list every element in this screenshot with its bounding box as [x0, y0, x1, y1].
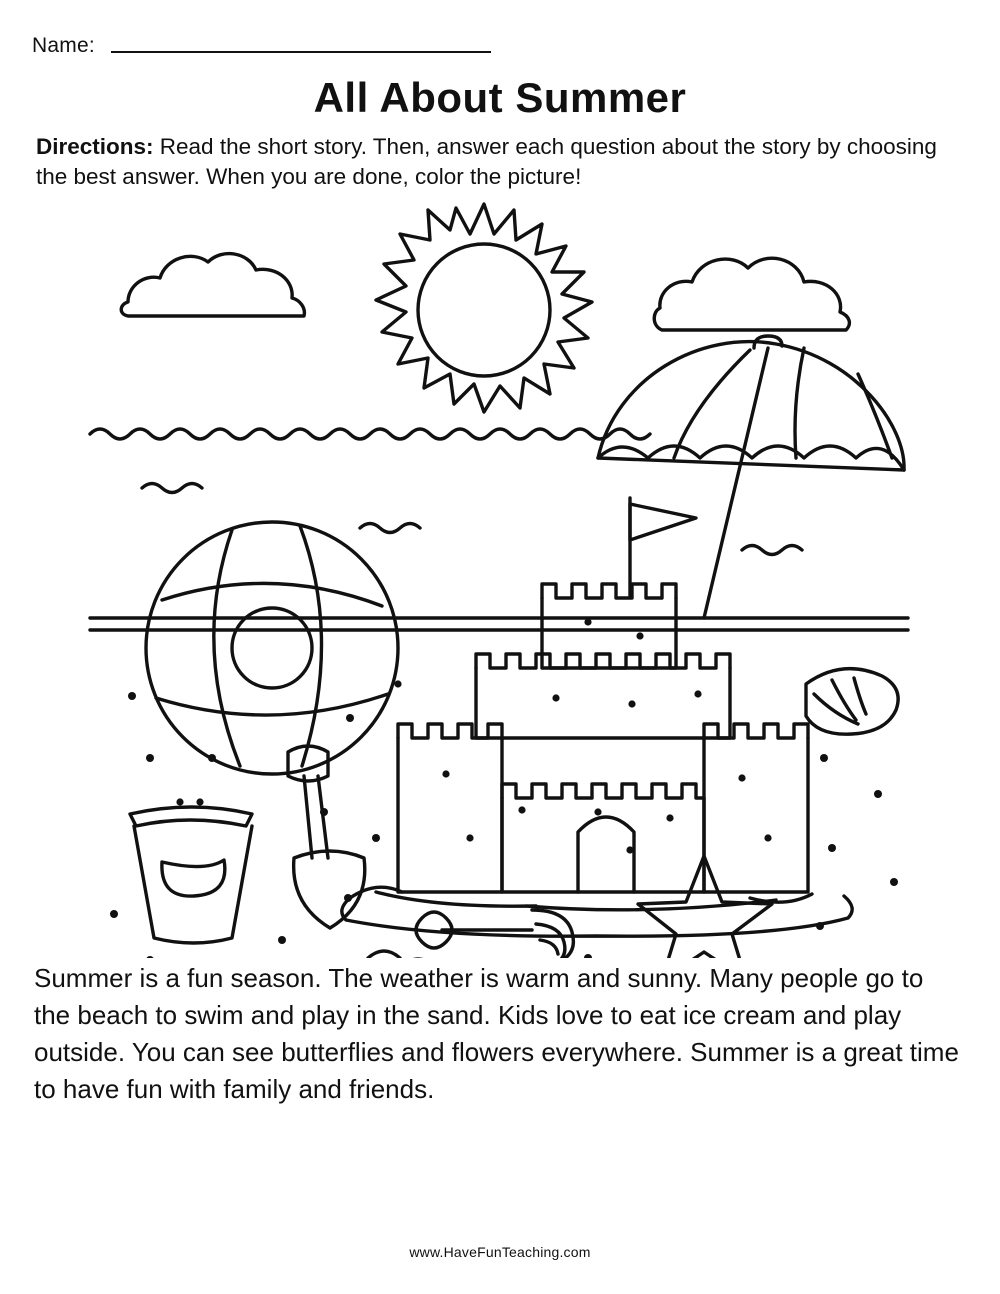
directions-text: Read the short story. Then, answer each question about the story by choosing the best answer. When you are done, color the picture! — [36, 134, 937, 189]
name-label: Name: — [32, 34, 95, 57]
name-row — [32, 0, 968, 58]
sand-bucket-icon — [130, 798, 252, 943]
story-paragraph: Summer is a fun season. The weather is warm and sunny. Many people go to the beach to swim and play in the sand. Kids love to eat ice cream and play outside. You can see butterflies and flowers everywhere. Summer is a great time to have fun with family and friends. — [34, 962, 959, 1104]
cloud-right-icon — [654, 258, 849, 330]
horizon-line-icon — [90, 429, 908, 630]
cloud-left-icon — [121, 253, 304, 315]
sandcastle-icon — [342, 498, 852, 936]
directions-label: Directions — [36, 134, 147, 159]
shovel-icon — [288, 746, 365, 928]
directions-colon: : — [146, 134, 154, 159]
ocean-waves-icon — [142, 483, 802, 554]
beach-scene-illustration — [32, 198, 968, 958]
beach-ball-icon — [146, 522, 398, 774]
name-input-line[interactable] — [111, 50, 491, 53]
umbrella-icon — [598, 336, 904, 618]
footer-url[interactable]: www.HaveFunTeaching.com — [409, 1244, 591, 1260]
sun-icon — [376, 204, 592, 412]
directions-paragraph — [32, 132, 968, 192]
page-title: All About Summer — [313, 74, 687, 121]
seashell-icon — [806, 668, 898, 734]
